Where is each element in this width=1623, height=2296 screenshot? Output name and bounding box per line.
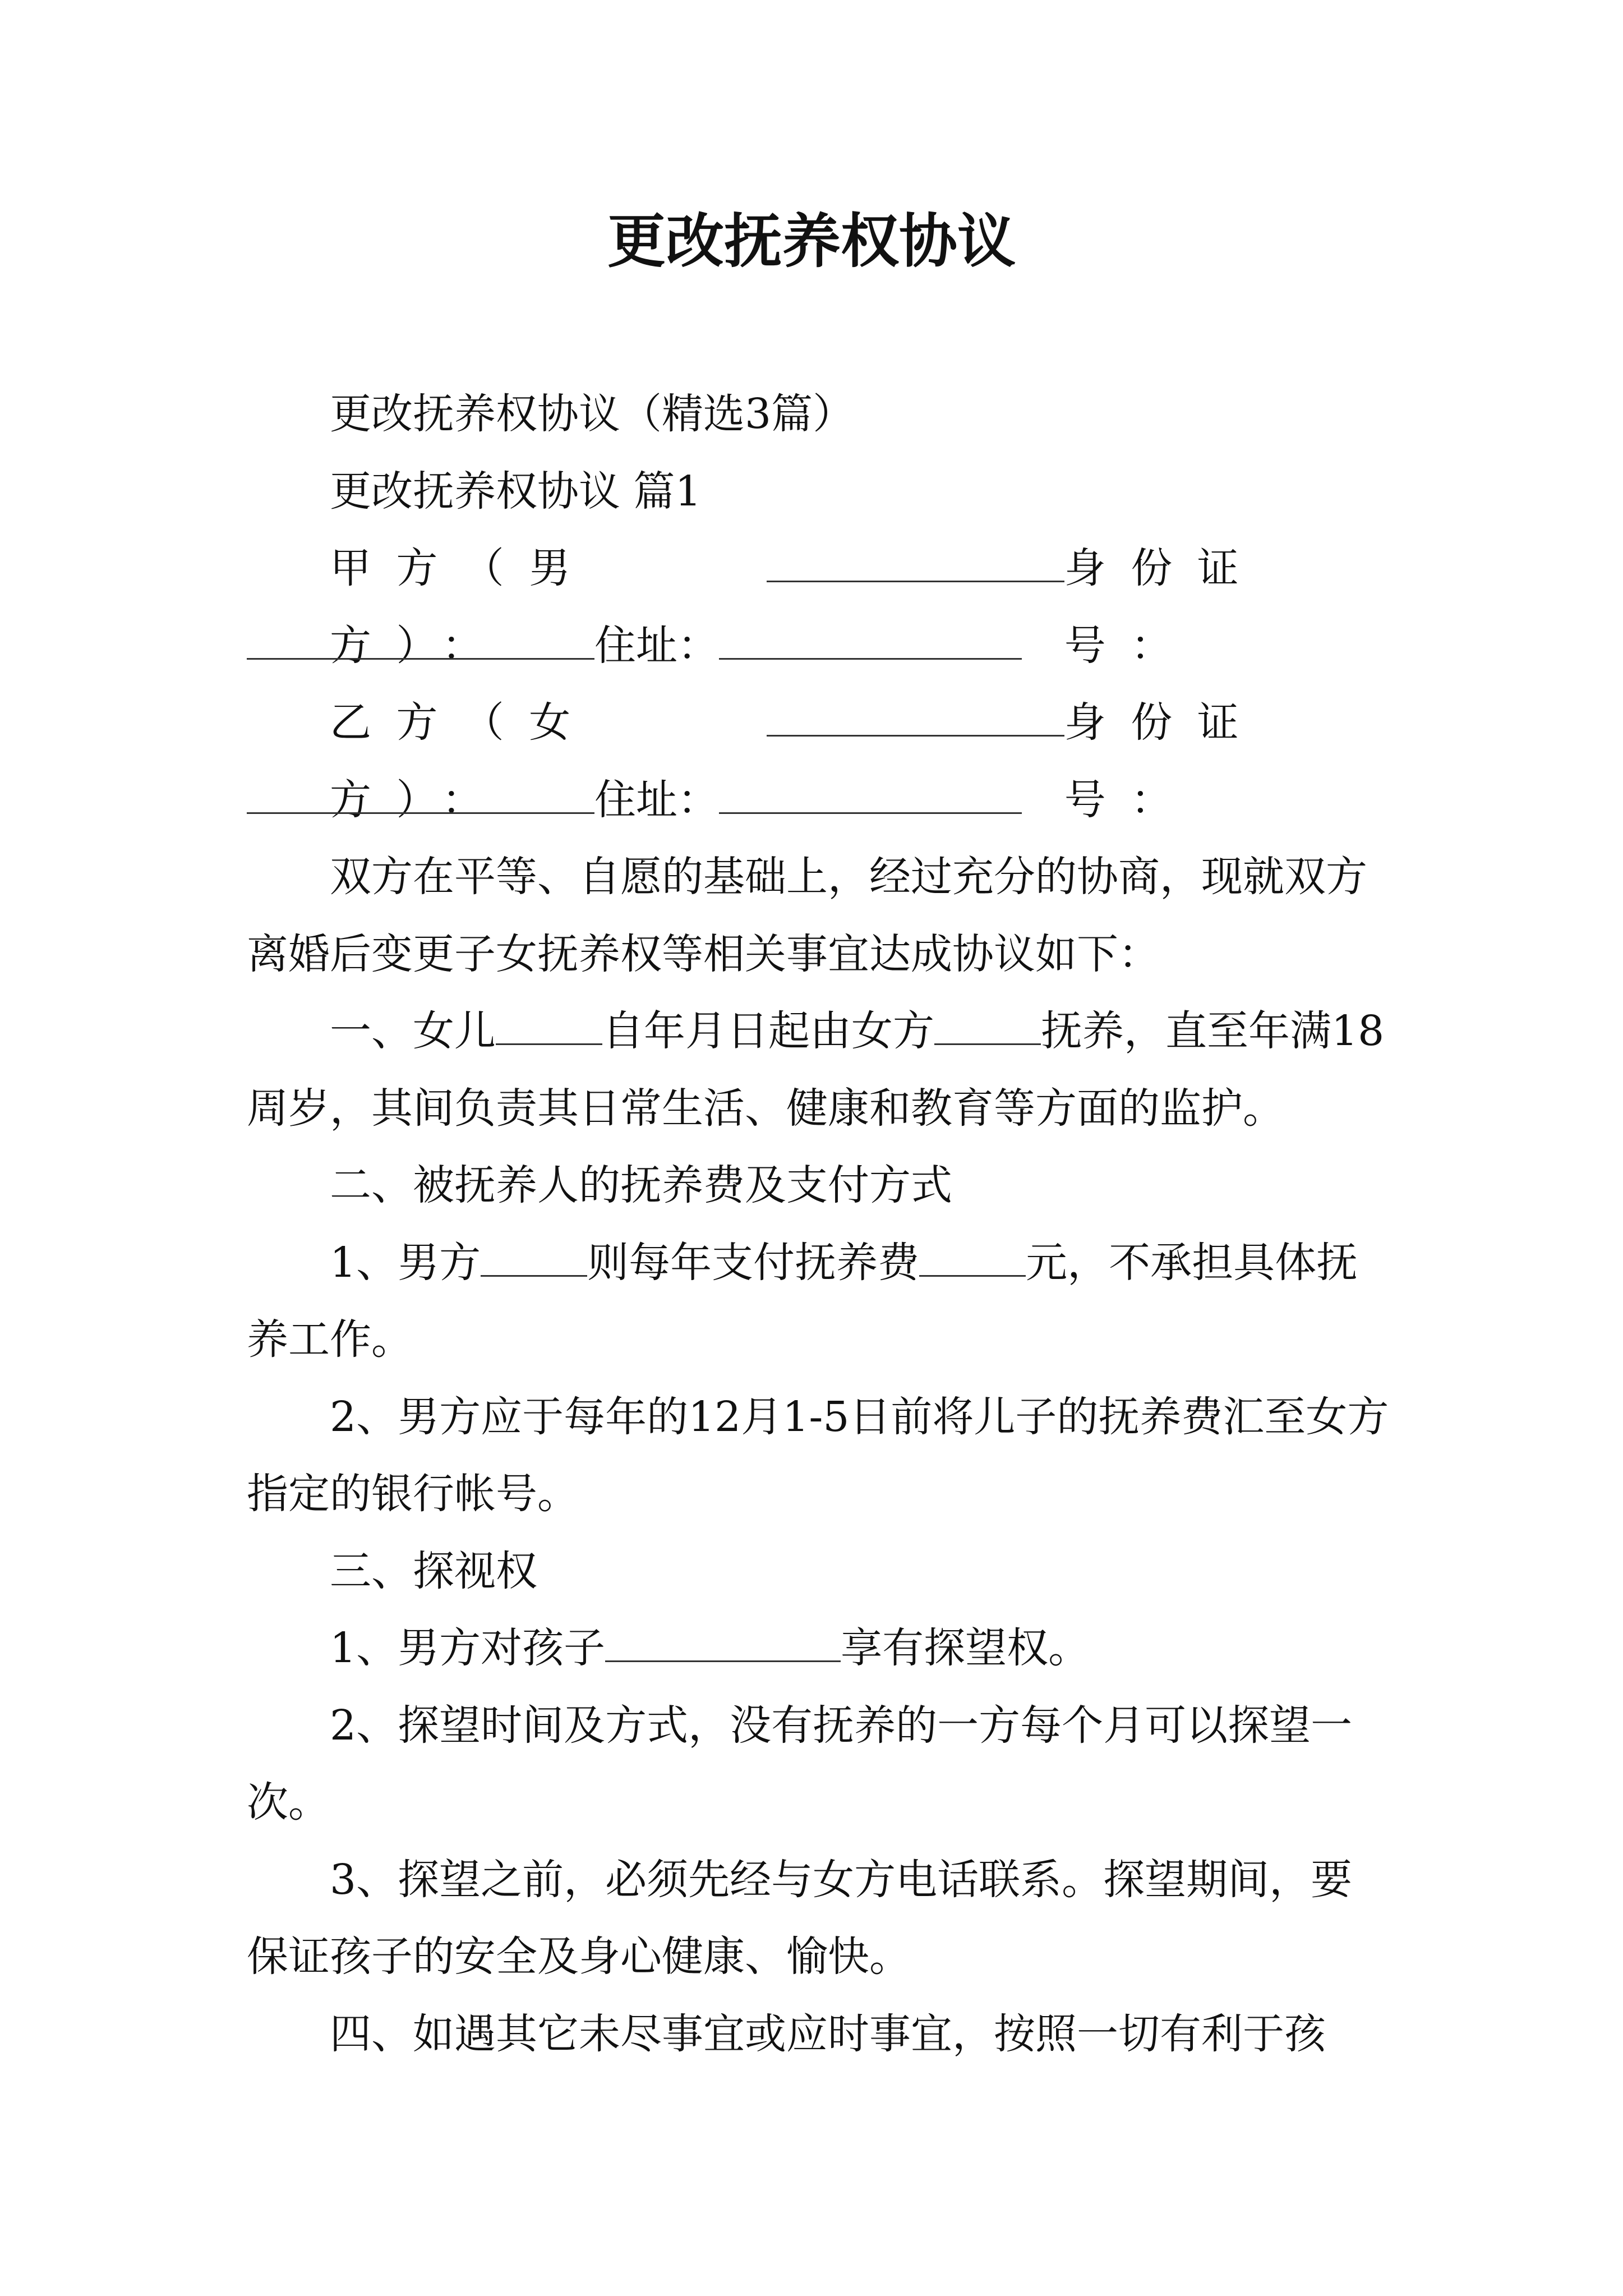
clause-4: 四、如遇其它未尽事宜或应时事宜，按照一切有利于孩 [330,2009,1326,2058]
document-title: 更改抚养权协议 [607,206,1016,275]
clause-3-1 [247,1610,1391,1687]
clause-2-heading: 二、被抚养人的抚养费及支付方式 [330,1161,952,1209]
party-b-address-label: 住址： [594,775,719,824]
party-b-name-blank [767,697,1064,737]
clause-2-1-part3: 元，不承担具体抚养工作。 [247,1238,1358,1364]
clause-3-2: 2、探望时间及方式，没有抚养的一方每个月可以探望一次。 [247,1701,1353,1826]
clause-3-1-part2: 享有探望权。 [841,1624,1090,1672]
clause-1 [247,993,1391,1147]
clause-3-1-part1: 1、男方对孩子 [330,1624,606,1672]
clause-2-1-blank-1 [481,1237,587,1277]
clause-2-2: 2、男方应于每年的12月1-5日前将儿子的抚养费汇至女方指定的银行帐号。 [247,1392,1389,1518]
subtitle: 更改抚养权协议（精选3篇） [330,390,855,438]
party-a-id-blank [247,620,594,660]
clause-1-blank-1 [496,1006,602,1045]
party-a-id-label: 身份证号： [1064,544,1264,670]
document-body [247,376,1391,2073]
clause-2-1-part2: 则每年支付抚养费 [587,1238,920,1287]
clause-2-1-blank-2 [919,1237,1026,1277]
clause-1-part1: 一、女儿 [330,1007,496,1055]
section-heading: 更改抚养权协议 篇1 [330,467,702,516]
party-b-label: 乙方（女方）： [330,698,596,824]
clause-3-heading: 三、探视权 [330,1547,537,1595]
party-a-name-blank [767,543,1064,582]
intro-paragraph: 双方在平等、自愿的基础上，经过充分的协商，现就双方离婚后变更子女抚养权等相关事宜达成协议如下： [247,853,1367,978]
clause-3-3: 3、探望之前，必须先经与女方电话联系。探望期间，要保证孩子的安全及身心健康、愉快。 [247,1855,1353,1981]
party-b-address-blank [719,775,1022,814]
party-a-address-label: 住址： [594,621,719,670]
clause-2-1-part1: 1、男方 [330,1238,481,1287]
party-b-id-blank [247,775,594,814]
party-a-address-blank [719,620,1022,660]
party-a-label: 甲方（男方）： [330,544,596,670]
clause-1-part2: 自年月日起由女方 [602,1007,934,1055]
clause-1-part3: 抚养，直至年满18周岁，其间负责其日常生活、健康和教育等方面的监护。 [247,1007,1385,1133]
clause-3-1-blank [605,1623,841,1662]
clause-1-blank-2 [934,1006,1041,1045]
clause-2-1 [247,1225,1391,1379]
party-b-id-label: 身份证号： [1064,698,1264,824]
